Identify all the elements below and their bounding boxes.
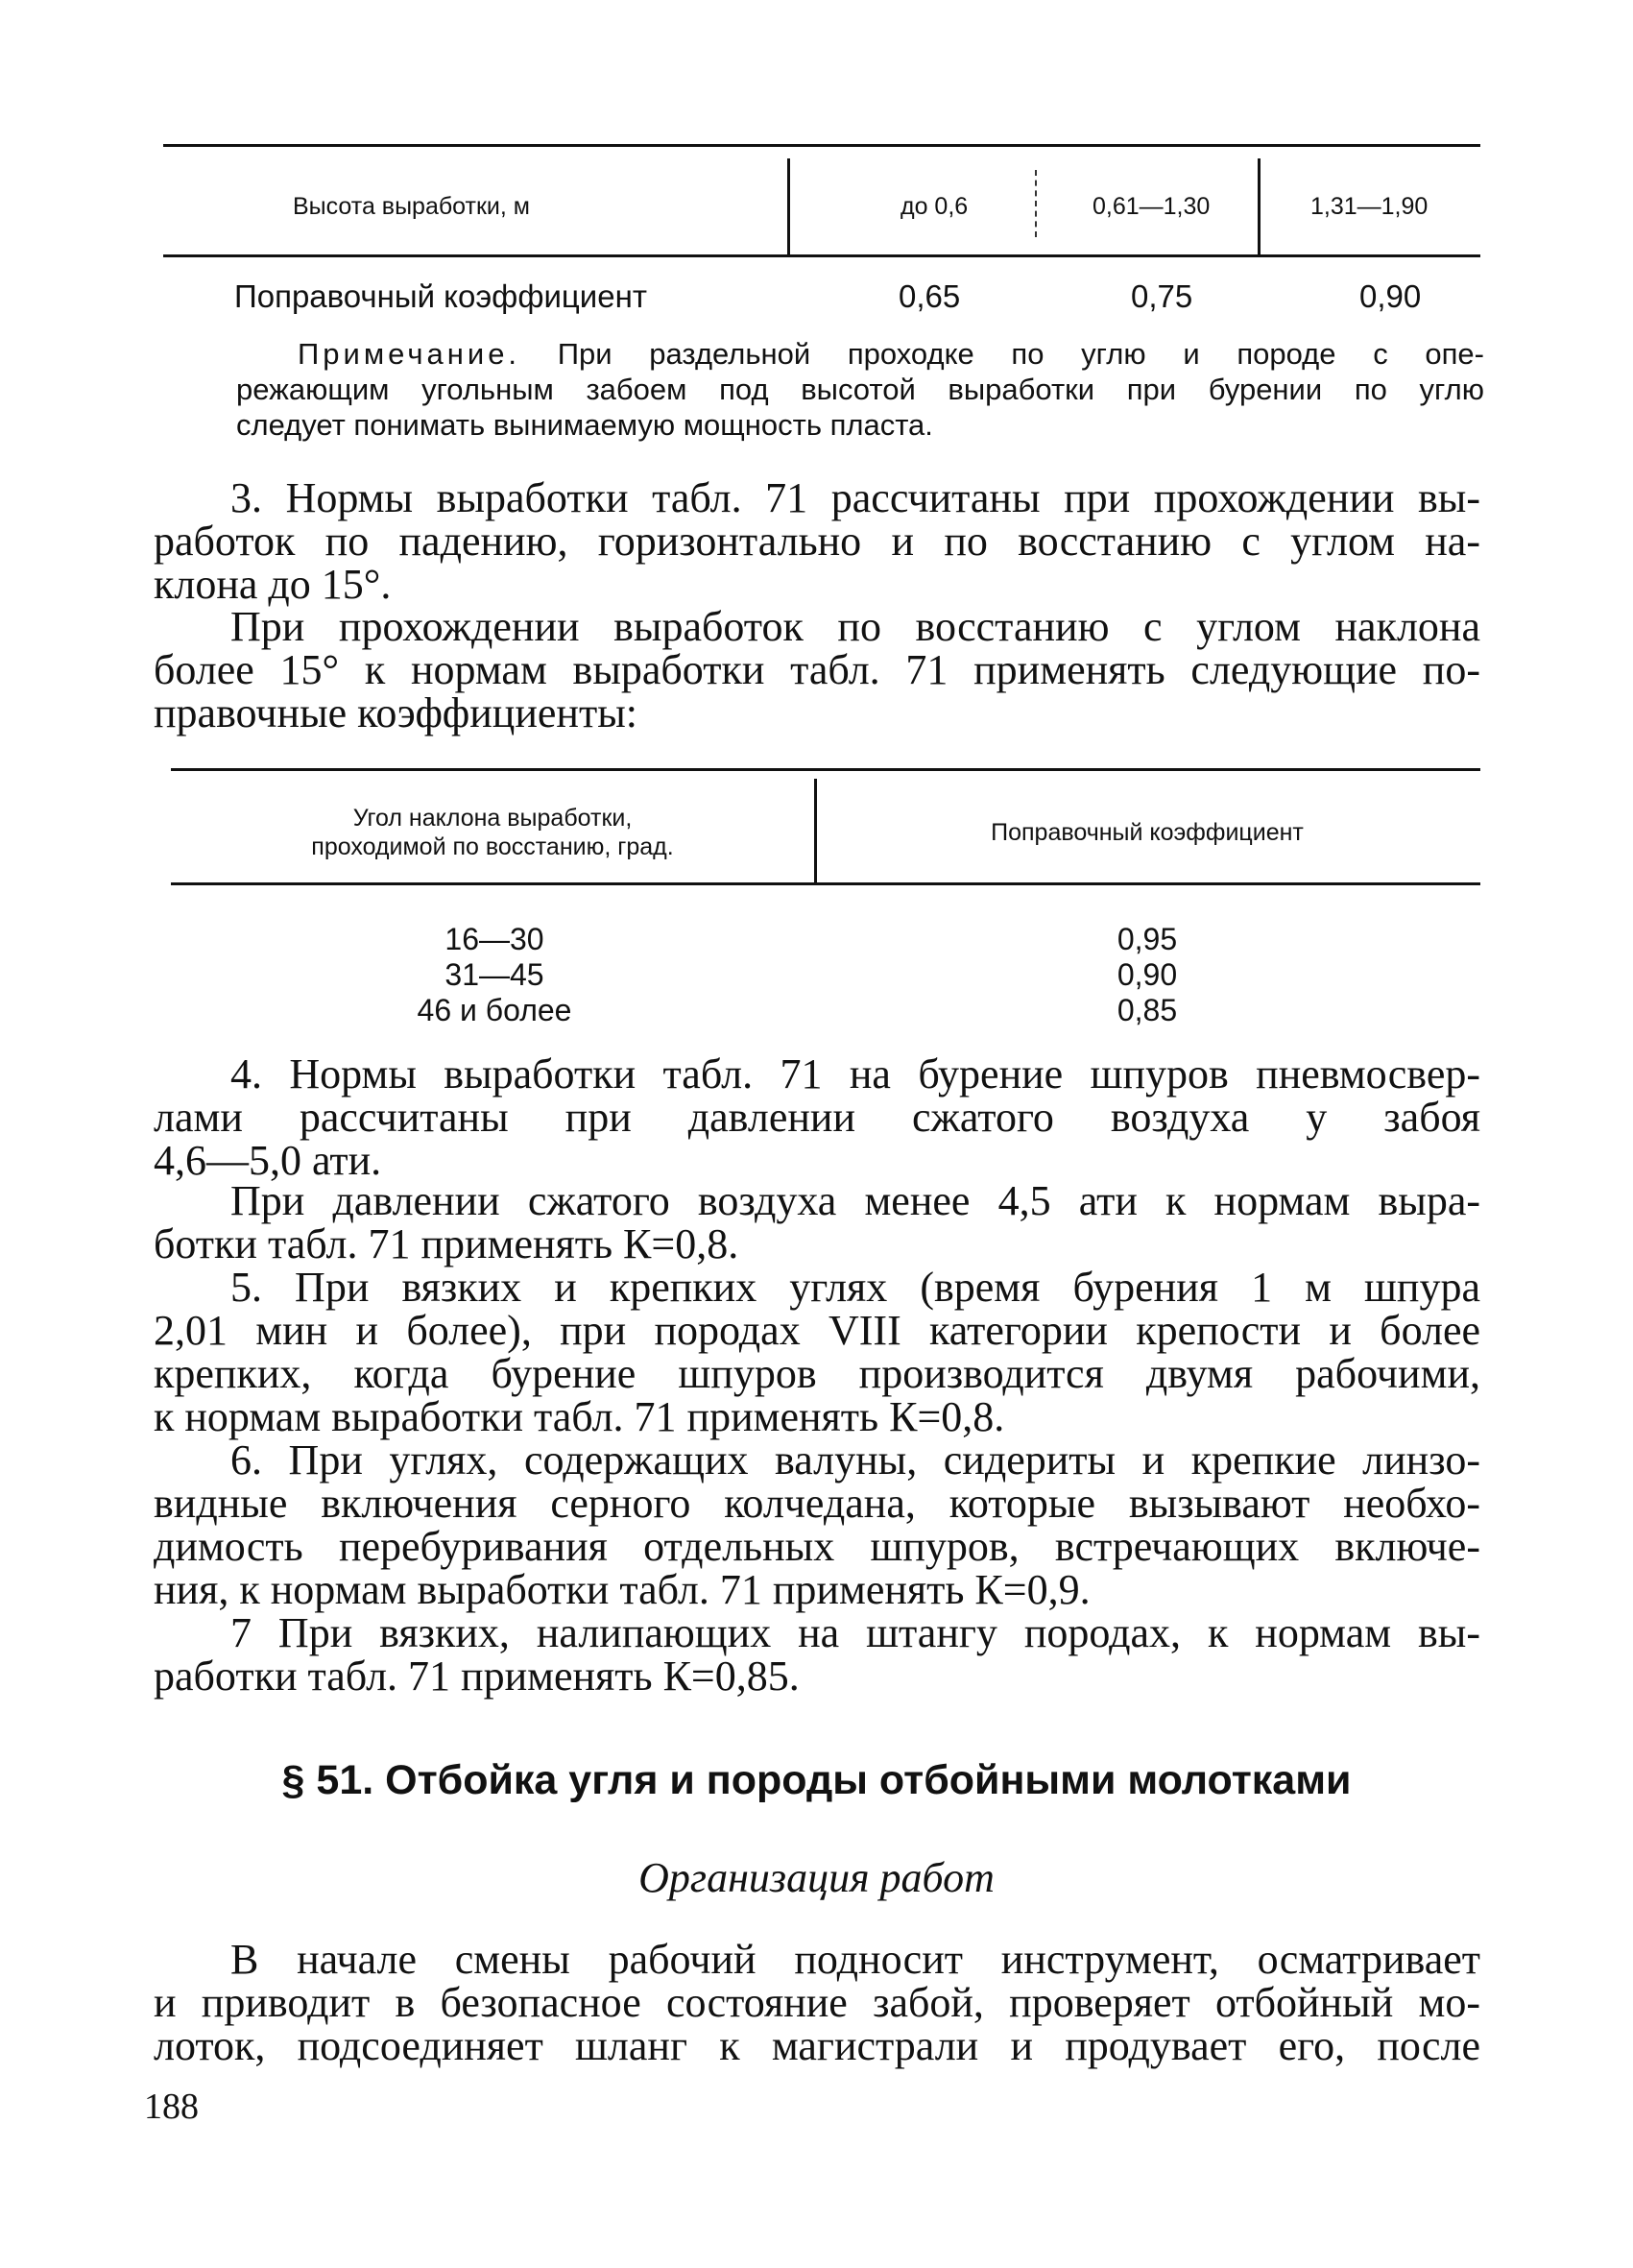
paragraph-3b xyxy=(154,605,1480,735)
text-line: клона до 15°. xyxy=(154,561,392,608)
text-line: При прохождении выработок по восстанию с углом наклона xyxy=(230,603,1480,650)
section-title: § 51. Отбойка угля и породы отбойными молотками xyxy=(281,1757,1352,1803)
text-line: более 15° к нормам выработки табл. 71 применять следующие по- xyxy=(154,646,1480,693)
table-note xyxy=(236,336,1484,443)
column-divider xyxy=(787,158,790,254)
column-divider-dashed xyxy=(1035,170,1037,237)
paragraph-5 xyxy=(154,1266,1480,1438)
header-col-1: до 0,6 xyxy=(901,193,969,220)
column-divider xyxy=(1258,158,1261,254)
header-height-label: Высота выработки, м xyxy=(293,193,530,220)
paragraph-6 xyxy=(154,1438,1480,1611)
row-coefficient: 0,90 xyxy=(1117,957,1178,992)
text-line: и приводит в безопасное состояние забой, проверяет отбойный мо- xyxy=(154,1979,1480,2026)
paragraph-4 xyxy=(154,1052,1480,1182)
row-value-1: 0,65 xyxy=(899,278,961,314)
header-angle-line-2: проходимой по восстанию, град. xyxy=(311,833,674,860)
height-coefficient-table xyxy=(163,144,1480,325)
paragraph-3 xyxy=(154,476,1480,606)
table-row xyxy=(171,957,1480,993)
table-header-row xyxy=(163,147,1480,254)
row-coefficient: 0,85 xyxy=(1117,993,1178,1027)
row-value-3: 0,90 xyxy=(1359,278,1422,314)
table-body xyxy=(171,885,1480,1028)
text-line: При давлении сжатого воздуха менее 4,5 ати к нормам выра- xyxy=(230,1177,1480,1224)
note-line-3: следует понимать вынимаемую мощность пласта. xyxy=(236,408,933,442)
paragraph-final xyxy=(154,1938,1480,2067)
subsection-title: Организация работ xyxy=(638,1854,995,1901)
text-line: ния, к нормам выработки табл. 71 применять К=0,9. xyxy=(154,1566,1091,1613)
text-line: В начале смены рабочий подносит инструмент, осматривает xyxy=(230,1936,1480,1983)
text-line: 7 При вязких, налипающих на штангу породах, к нормам вы- xyxy=(230,1609,1480,1656)
table-header-row xyxy=(171,771,1480,882)
row-coefficient: 0,95 xyxy=(1117,922,1178,956)
row-label: Поправочный коэффициент xyxy=(234,278,647,314)
text-line: лами рассчитаны при давлении сжатого воздуха у забоя xyxy=(154,1094,1480,1141)
row-angle: 16—30 xyxy=(444,922,544,956)
text-line: 5. При вязких и крепких углях (время бурения 1 м шпура xyxy=(230,1264,1480,1311)
header-col-2: 0,61—1,30 xyxy=(1093,193,1211,220)
table-row xyxy=(163,257,1480,325)
header-angle xyxy=(171,804,814,861)
text-line: лоток, подсоединяет шланг к магистрали и продувает его, после xyxy=(154,2022,1480,2069)
text-line: видные включения серного колчедана, которые вызывают необхо- xyxy=(154,1480,1480,1527)
table-row xyxy=(171,922,1480,957)
table-row xyxy=(171,993,1480,1028)
text-line: работок по падению, горизонтально и по восстанию с углом на- xyxy=(154,518,1480,565)
text-line: 2,01 мин и более), при породах VIII категории крепости и более xyxy=(154,1307,1480,1354)
text-line: 4,6—5,0 ати. xyxy=(154,1137,382,1184)
text-line: правочные коэффициенты: xyxy=(154,689,637,736)
header-angle-line-1: Угол наклона выработки, xyxy=(352,805,633,832)
note-line-2: режающим угольным забоем под высотой выработки при бурении по углю xyxy=(236,373,1484,406)
note-label: Примечание. xyxy=(298,337,521,371)
page-number: 188 xyxy=(144,2087,199,2127)
header-col-3: 1,31—1,90 xyxy=(1310,193,1429,220)
note-line-1 xyxy=(298,336,1484,372)
text-line: к нормам выработки табл. 71 применять К=0,8. xyxy=(154,1393,1005,1440)
row-angle: 31—45 xyxy=(444,957,544,992)
text-line: 6. При углях, содержащих валуны, сидериты и крепкие линзо- xyxy=(230,1436,1480,1484)
text-line: 4. Нормы выработки табл. 71 на бурение шпуров пневмосвер- xyxy=(230,1050,1480,1098)
text-line: 3. Нормы выработки табл. 71 рассчитаны при прохождении вы- xyxy=(230,474,1480,521)
text-line: крепких, когда бурение шпуров производится двумя рабочими, xyxy=(154,1350,1480,1397)
text-line: ботки табл. 71 применять К=0,8. xyxy=(154,1220,739,1267)
row-angle: 46 и более xyxy=(417,993,572,1027)
paragraph-7 xyxy=(154,1611,1480,1698)
angle-coefficient-table xyxy=(171,768,1480,1028)
text-line: работки табл. 71 применять К=0,85. xyxy=(154,1653,800,1700)
row-value-2: 0,75 xyxy=(1131,278,1193,314)
header-coefficient: Поправочный коэффициент xyxy=(991,819,1304,846)
note-text-1: При раздельной проходке по углю и породе с опе- xyxy=(557,337,1484,371)
text-line: димость перебуривания отдельных шпуров, встречающих включе- xyxy=(154,1523,1480,1570)
paragraph-4b xyxy=(154,1179,1480,1266)
